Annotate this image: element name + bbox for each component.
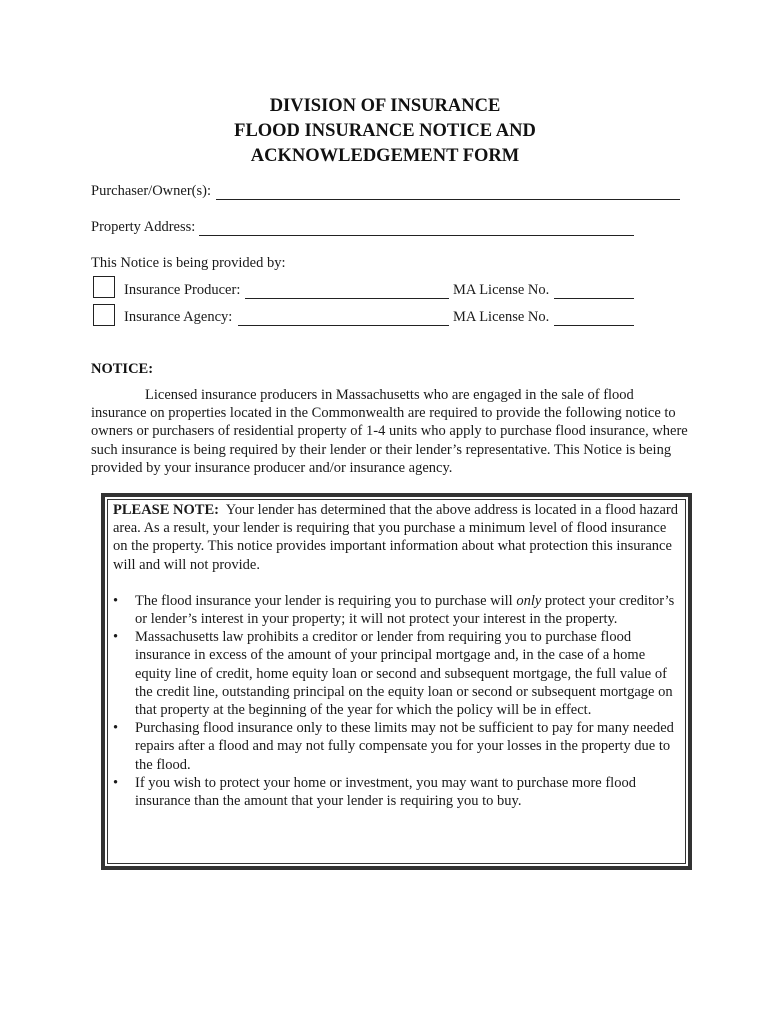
bullet-4-text: If you wish to protect your home or investment, you may want to purchase more flood insurance than the amount that your lender is requiring you to buy. [135,774,636,810]
please-note-content [113,501,679,810]
bullet-icon: • [113,629,119,646]
insurance-producer-field[interactable] [245,298,449,299]
insurance-agency-label: Insurance Agency: [124,309,233,325]
title-line-1: DIVISION OF INSURANCE [269,96,501,116]
notice-paragraph: Licensed insurance producers in Massachusetts who are engaged in the sale of flood insurance on properties located in the Commonwealth are required to provide the following notice to owners or purchasers of residential property of 1-4 units who apply to purchase flood insurance, where such insurance is being required by their lender or their lender’s representative. This Notice is being provided by your insurance producer and/or insurance agency. [91,387,688,476]
bullet-1-text-before: The flood insurance your lender is requiring you to purchase will [135,592,517,609]
please-note-label: PLEASE NOTE: [113,502,219,518]
bullet-icon: • [113,720,119,737]
bullet-icon: • [113,592,119,609]
agency-license-field[interactable] [554,325,634,326]
list-item [113,628,679,719]
bullet-icon: • [113,774,119,791]
producer-license-label: MA License No. [453,282,550,298]
list-item [113,592,679,628]
bullet-1-text-after: protect your creditor’s or lender’s interest in your property; it will not protect your interest in the property. [135,592,675,628]
insurance-producer-label: Insurance Producer: [124,282,241,298]
list-item [113,774,679,810]
insurance-agency-field[interactable] [238,325,449,326]
property-address-label: Property Address: [91,219,196,235]
bullet-3-text: Purchasing flood insurance only to these limits may not be sufficient to pay for many needed repairs after a flood and may not fully compensate you for your losses in the property due to the flood. [135,720,674,773]
title-line-2: FLOOD INSURANCE NOTICE AND [234,121,536,141]
please-note-text: Your lender has determined that the above address is located in a flood hazard area. As a result, your lender is requiring that you purchase a minimum level of flood insurance on the property. This notice provides important information about what protection this insurance will and will not provide. [113,502,678,573]
please-note-list [113,592,679,810]
purchaser-label: Purchaser/Owner(s): [91,183,211,199]
please-note-paragraph [113,501,679,574]
title-line-3: ACKNOWLEDGEMENT FORM [250,146,520,166]
provided-by-label: This Notice is being provided by: [91,255,286,271]
notice-body [91,386,691,477]
insurance-agency-checkbox[interactable] [93,304,115,326]
bullet-1-emphasis: only [516,592,542,609]
insurance-producer-checkbox[interactable] [93,276,115,298]
purchaser-field[interactable] [216,199,680,200]
form-title [0,94,770,169]
notice-heading: NOTICE: [91,361,154,377]
list-item [113,719,679,774]
property-address-field[interactable] [199,235,634,236]
producer-license-field[interactable] [554,298,634,299]
agency-license-label: MA License No. [453,309,550,325]
bullet-2-text: Massachusetts law prohibits a creditor or lender from requiring you to purchase flood insurance in excess of the amount of your principal mortgage and, in the case of a home equity line of credit, home equity loan or second and subsequent mortgage, the full value of the credit line, outstanding principal on the equity loan or second or subsequent mortgage on that property at the beginning of the year for which the policy will be in effect. [135,629,673,719]
